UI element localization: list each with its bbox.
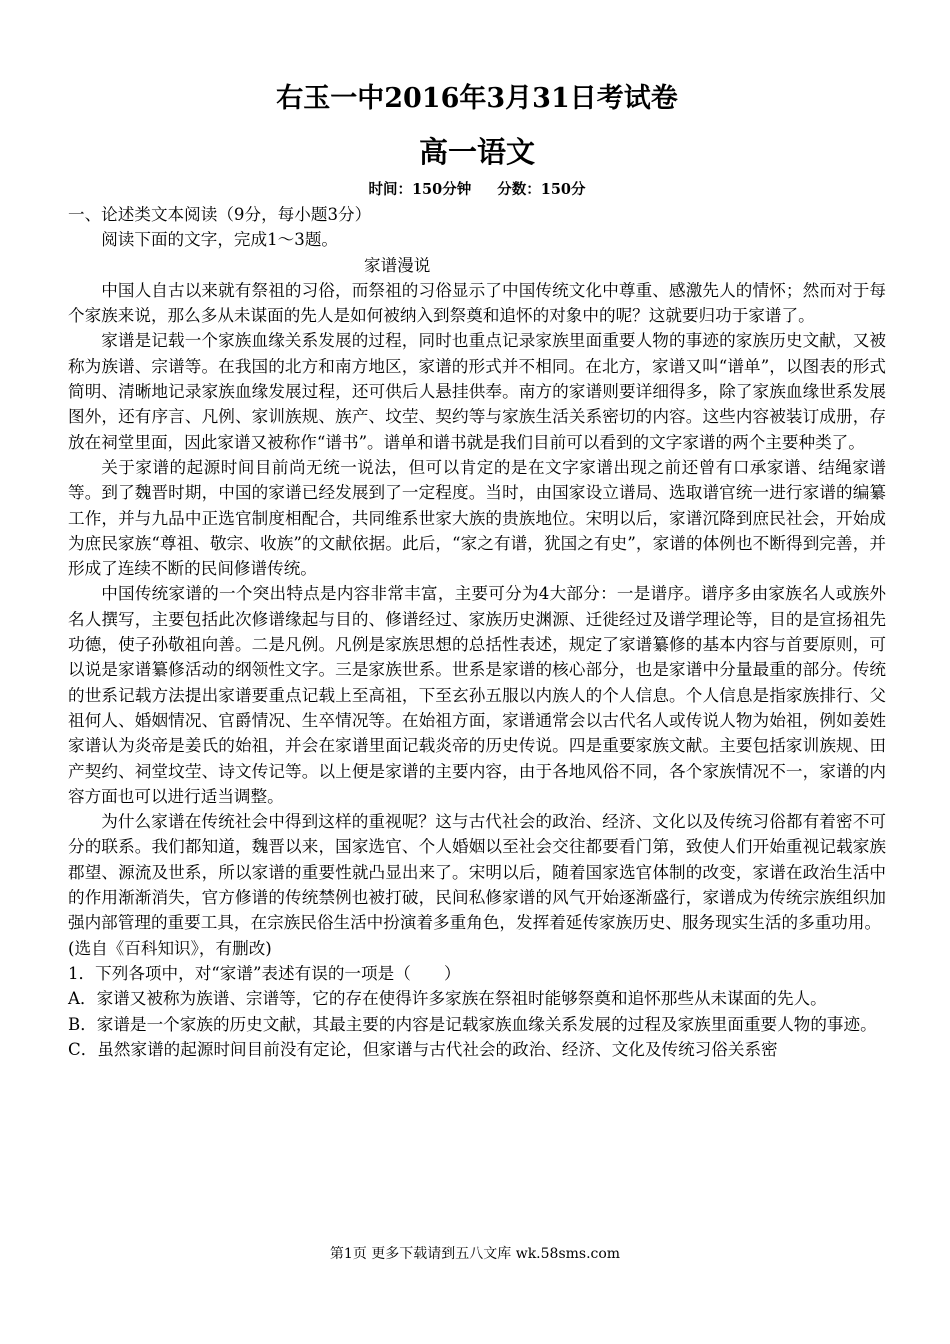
- question-option-b: B．家谱是一个家族的历史文献，其最主要的内容是记载家族血缘关系发展的过程及家族里面重要人物的事迹。: [68, 1014, 877, 1034]
- exam-title: 右玉一中2016年3月31日考试卷: [276, 83, 678, 114]
- time-label: 时间：150分钟: [368, 181, 472, 198]
- article-paragraph: 中国人自古以来就有祭祖的习俗，而祭祖的习俗显示了中国传统文化中尊重、感激先人的情怀；然而对于每个家族来说，那么多从未谋面的先人是如何被纳入到祭奠和追怀的对象中的呢？这就要归功于家谱了。: [68, 280, 886, 326]
- article-paragraph: 关于家谱的起源时间目前尚无统一说法，但可以肯定的是在文字家谱出现之前还曾有口承家谱、结绳家谱等。到了魏晋时期，中国的家谱已经发展到了一定程度。当时，由国家设立谱局、选取谱官统一进行家谱的编纂工作，并与九品中正选官制度相配合，共同维系世家大族的贵族地位。宋明以后，家谱沉降到庶民社会，开始成为庶民家族“尊祖、敬宗、收族”的文献依据。此后，“家之有谱，犹国之有史”，家谱的体例也不断得到完善，并形成了连续不断的民间修谱传统。: [68, 457, 886, 579]
- article-title: 家谱漫说: [364, 255, 431, 275]
- article-paragraph: 中国传统家谱的一个突出特点是内容非常丰富，主要可分为4大部分：一是谱序。谱序多由家族名人或族外名人撰写，主要包括此次修谱缘起与目的、修谱经过、家族历史渊源、迁徙经过及谱学理论等，目的是宣扬祖先功德，使子孙敬祖向善。二是凡例。凡例是家族思想的总括性表述，规定了家谱纂修的基本内容与首要原则，可以说是家谱纂修活动的纲领性文字。三是家族世系。世系是家谱的核心部分，也是家谱中分量最重的部分。传统的世系记载方法提出家谱要重点记载上至高祖，下至玄孙五服以内族人的个人信息。个人信息是指家族排行、父祖何人、婚姻情况、官爵情况、生卒情况等。在始祖方面，家谱通常会以古代名人或传说人物为始祖，例如姜姓家谱认为炎帝是姜氏的始祖，并会在家谱里面记载炎帝的历史传说。四是重要家族文献。主要包括家训族规、田产契约、祠堂坟茔、诗文传记等。以上便是家谱的主要内容，由于各地风俗不同，各个家族情况不一，家谱的内容方面也可以进行适当调整。: [68, 584, 886, 806]
- question-option-c: C．虽然家谱的起源时间目前没有定论，但家谱与古代社会的政治、经济、文化及传统习俗关系密: [68, 1039, 778, 1059]
- question-option-a: A．家谱又被称为族谱、宗谱等，它的存在使得许多家族在祭祖时能够祭奠和追怀那些从未谋面的先人。: [68, 989, 827, 1009]
- subject-title: 高一语文: [418, 135, 535, 169]
- section-reading: [68, 202, 886, 1062]
- exam-page: [68, 78, 886, 1062]
- score-label: 分数：150分: [497, 181, 586, 198]
- exam-info: [68, 178, 886, 202]
- article-paragraph: 家谱是记载一个家族血缘关系发展的过程，同时也重点记录家族里面重要人物的事迹的家族历史文献，又被称为族谱、宗谱等。在我国的北方和南方地区，家谱的形式并不相同。在北方，家谱又叫“谱单”，以图表的形式简明、清晰地记录家族血缘发展过程，还可供后人悬挂供奉。南方的家谱则要详细得多，除了家族血缘世系发展图外，还有序言、凡例、家训族规、族产、坟茔、契约等与家族生活关系密切的内容。这些内容被装订成册，存放在祠堂里面，因此家谱又被称作“谱书”。谱单和谱书就是我们目前可以看到的文字家谱的两个主要种类了。: [68, 331, 886, 452]
- page-footer: 第1页 更多下载请到五八文库 wk.58sms.com: [329, 1246, 621, 1262]
- section-instruction: 阅读下面的文字，完成1～3题。: [101, 230, 339, 250]
- article-source: (选自《百科知识》，有删改): [68, 938, 272, 958]
- article-paragraph: 为什么家谱在传统社会中得到这样的重视呢？这与古代社会的政治、经济、文化以及传统习俗都有着密不可分的联系。我们都知道，魏晋以来，国家选官、个人婚姻以至社会交往都要看门第，致使人们开始重视记载家族郡望、源流及世系，所以家谱的重要性就凸显出来了。宋明以后，随着国家选官体制的改变，家谱在政治生活中的作用渐渐消失，官方修谱的传统禁例也被打破，民间私修家谱的风气开始逐渐盛行，家谱成为传统宗族组织加强内部管理的重要工具，在宗族民俗生活中扮演着多重角色，发挥着延传家族历史、服务现实生活的多重功用。: [68, 812, 886, 933]
- section-heading: 一、论述类文本阅读（9分，每小题3分）: [68, 205, 372, 224]
- question-stem: 1．下列各项中，对“家谱”表述有误的一项是（ ）: [68, 963, 461, 983]
